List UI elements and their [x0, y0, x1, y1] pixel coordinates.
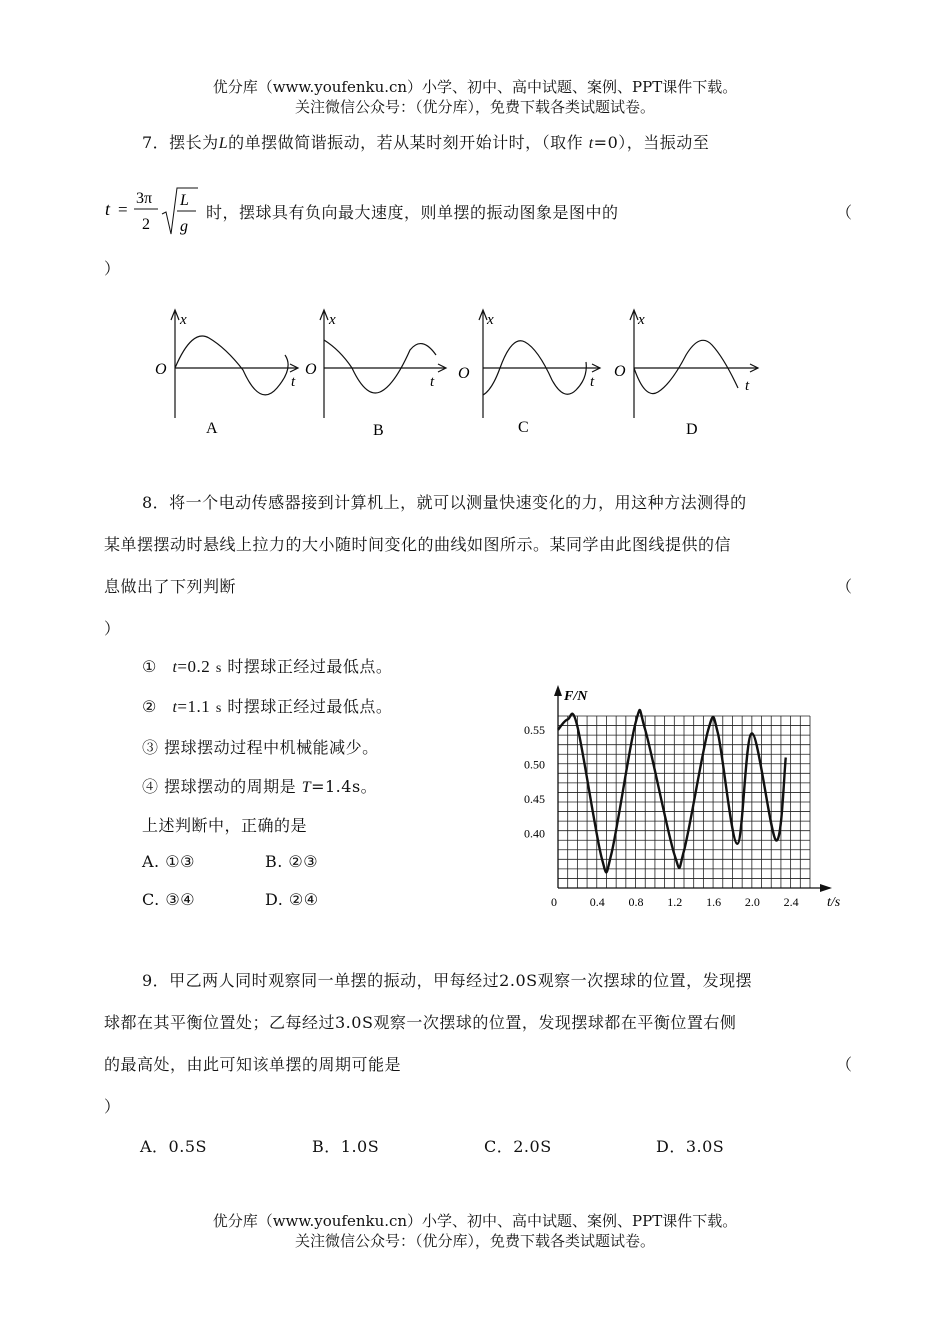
s1-num: ①: [142, 657, 157, 676]
chart-grid: [558, 716, 810, 888]
q8-option-b: B. ②③: [265, 852, 319, 871]
q9-line2: 球都在其平衡位置处；乙每经过3.0S观察一次摆球的位置，发现摆球都在平衡位置右侧: [104, 1013, 737, 1032]
chart-xlabel: t/s: [827, 895, 841, 910]
q7-stem-b: 的单摆做简谐振动，若从某时刻开始计时，（取作: [228, 133, 584, 152]
x-tick-label: 2.0: [744, 895, 760, 909]
graph-D-origin: O: [614, 363, 626, 380]
graph-B: [305, 310, 446, 439]
graph-D: [614, 310, 758, 438]
x-tick-label: 2.4: [783, 895, 799, 909]
graph-C-xlabel: t: [590, 374, 595, 390]
graph-B-curve: [324, 340, 436, 393]
formula-rad-den: g: [180, 218, 188, 235]
q8-line2: 某单摆摆动时悬线上拉力的大小随时间变化的曲线如图所示。某同学由此图线提供的信: [104, 535, 732, 554]
q9-close-paren: ）: [104, 1097, 121, 1116]
graph-A-origin: O: [155, 361, 167, 378]
q7-graphs: [140, 300, 780, 450]
formula-rad-num: L: [180, 192, 189, 209]
chart-x-arrow: [820, 884, 832, 892]
q8-statement-3: ③ 摆球摆动过程中机械能减少。: [142, 738, 379, 757]
formula-den: 2: [142, 216, 150, 233]
graph-A-curve: [175, 336, 288, 395]
q8-line1: 8．将一个电动传感器接到计算机上，就可以测量快速变化的力，用这种方法测得的: [142, 493, 747, 512]
force-time-chart: [520, 680, 860, 915]
graph-B-origin: O: [305, 361, 317, 378]
graph-B-xlabel: t: [430, 374, 435, 390]
s2-num: ②: [142, 697, 157, 716]
q7-var-L: L: [218, 135, 229, 152]
footer-line-2: 关注微信公众号：（优分库），免费下载各类试题试卷。: [294, 1232, 655, 1250]
s2-val: =1.1: [177, 697, 211, 716]
s2-unit: s: [215, 701, 222, 716]
q7-var-t: t: [588, 135, 594, 152]
graph-B-ylabel: x: [329, 312, 336, 328]
chart-y-ticks: [524, 723, 545, 841]
formula-num: 3π: [136, 190, 153, 207]
header-line-1: 优分库（www.youfenku.cn）小学、初中、高中试题、案例、PPT课件下载。: [212, 78, 738, 96]
q9-option-c: C．2.0S: [484, 1137, 552, 1156]
graph-B-label: B: [373, 422, 384, 439]
y-tick-label: 0.55: [524, 722, 545, 737]
graph-C: [458, 310, 600, 436]
q7-formula: [100, 182, 205, 242]
q9-line1: 9．甲乙两人同时观察同一单摆的振动，甲每经过2.0S观察一次摆球的位置，发现摆: [142, 971, 753, 990]
q7-open-paren: （: [836, 203, 853, 222]
q8-statement-1: [142, 654, 392, 677]
formula-t: t: [105, 199, 111, 219]
q9-option-a: A．0.5S: [140, 1137, 207, 1156]
s4-b: =1.4s。: [311, 777, 378, 796]
q8-option-d: D. ②④: [265, 890, 319, 909]
s2-text: 时摆球正经过最低点。: [227, 697, 393, 716]
graph-C-label: C: [518, 419, 529, 436]
x-tick-label: 0.8: [628, 895, 644, 909]
header-line-2: 关注微信公众号：（优分库），免费下载各类试题试卷。: [294, 98, 655, 116]
x-tick-label: 0: [551, 895, 557, 909]
q8-close-paren: ）: [104, 619, 121, 638]
q7-stem-c: =0），当振动至: [593, 133, 710, 152]
y-tick-label: 0.50: [524, 757, 545, 772]
q8-line3: 息做出了下列判断: [104, 577, 237, 596]
graph-A: [155, 310, 298, 437]
s4-a: ④ 摆球摆动的周期是: [142, 777, 297, 796]
chart-ylabel: F/N: [564, 689, 588, 704]
q8-open-paren: （: [836, 577, 853, 596]
q7-close-paren: ）: [104, 259, 121, 278]
s1-unit: s: [215, 661, 222, 676]
graph-A-xlabel: t: [291, 374, 296, 390]
graph-D-xlabel: t: [745, 378, 750, 394]
q8-option-c: C. ③④: [142, 890, 196, 909]
x-tick-label: 1.6: [706, 895, 722, 909]
chart-x-ticks: [551, 895, 799, 909]
s2-t: t: [172, 699, 178, 716]
x-tick-label: 1.2: [667, 895, 683, 909]
chart-y-arrow: [554, 685, 562, 696]
s1-text: 时摆球正经过最低点。: [227, 657, 393, 676]
y-tick-label: 0.45: [524, 791, 545, 806]
graph-C-ylabel: x: [487, 312, 494, 328]
formula-eq: =: [118, 200, 128, 219]
x-tick-label: 0.4: [589, 895, 605, 909]
q9-option-b: B．1.0S: [312, 1137, 380, 1156]
q8-statement-4: [142, 774, 377, 797]
graph-D-ylabel: x: [638, 312, 645, 328]
s1-val: =0.2: [177, 657, 211, 676]
q7-stem-d: 时，摆球具有负向最大速度，则单摆的振动图象是图中的: [206, 203, 619, 222]
q7-stem-line1: [142, 130, 709, 153]
graph-D-curve: [634, 340, 738, 393]
q8-prompt: 上述判断中，正确的是: [142, 816, 308, 835]
s1-t: t: [172, 659, 178, 676]
q9-option-d: D．3.0S: [656, 1137, 725, 1156]
q8-option-a: A. ①③: [142, 852, 195, 871]
graph-A-ylabel: x: [180, 312, 187, 328]
graph-D-label: D: [686, 421, 698, 438]
q9-line3: 的最高处，由此可知该单摆的周期可能是: [104, 1055, 402, 1074]
s4-T: T: [301, 779, 312, 796]
graph-C-origin: O: [458, 365, 470, 382]
footer-line-1: 优分库（www.youfenku.cn）小学、初中、高中试题、案例、PPT课件下载。: [212, 1212, 738, 1230]
q7-stem-a: 7．摆长为: [142, 133, 219, 152]
q9-open-paren: （: [836, 1055, 853, 1074]
y-tick-label: 0.40: [524, 826, 545, 841]
q8-statement-2: [142, 694, 392, 717]
graph-A-label: A: [206, 420, 218, 437]
